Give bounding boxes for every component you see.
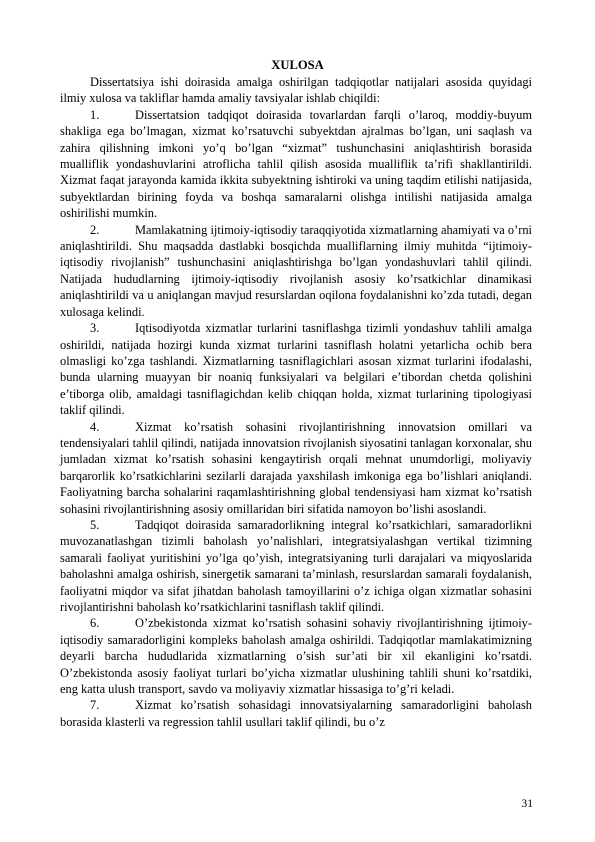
list-item bbox=[60, 107, 532, 222]
item-number: 6. bbox=[90, 616, 100, 631]
list-item bbox=[60, 419, 532, 517]
item-text: Mamlakatning ijtimoiy-iqtisodiy taraqqiyotida xizmatlarning ahamiyati va o’rni aniqlashtirildi. Shu maqsadda dastlabki bosqichda mualliflarning ilmiy muhitda “ijtimoiy-iqtisodiy rivojlanish” tushunchasini aniqlashtirishga bo’lgan yondashuvlari tahlil qilindi. Natijada hududlarning ijtimoiy-iqtisodiy rivojlanish asosiy ko’rsatkichlar dinamikasi aniqlashtirildi va u aniqlangan mavjud resurslardan oqilona foydalanishni ko’zda tutadi, degan xulosaga kelindi. bbox=[60, 222, 532, 319]
list-item bbox=[60, 517, 532, 615]
list-item bbox=[60, 697, 532, 730]
item-text: Iqtisodiyotda xizmatlar turlarini tasniflashga tizimli yondashuv tahlili amalga oshirildi, natijada hozirgi kunda xizmat turlarini tasniflash holatni yetarlicha ochib bera olmasligi ko’zga tashlandi. Xizmatlarning tasniflagichlari asosan xizmat turlarini ifodalashi, bunda ularning muayyan bir noaniq funksiyalari va belgilari e’tibordan chetda qolishini e’tiborga olib, amaldagi tasniflagichdan kelib chiqqan holda, xizmat turlarining tipologiyasi taklif qilindi. bbox=[60, 321, 532, 418]
list-item bbox=[60, 320, 532, 418]
item-number: 3. bbox=[90, 321, 100, 336]
list-item bbox=[60, 222, 532, 320]
item-number: 1. bbox=[90, 107, 100, 122]
item-number: 2. bbox=[90, 222, 100, 237]
item-text: Xizmat ko’rsatish sohasidagi innovatsiyalarning samaradorligini baholash borasida klasterli va regression tahlil usullari taklif qilindi, bu o’z bbox=[60, 698, 532, 729]
list-item bbox=[60, 615, 532, 697]
item-text: Dissertatsion tadqiqot doirasida tovarlardan farqli o’laroq, moddiy-buyum shakliga ega bo’lmagan, xizmat ko’rsatuvchi subyektdan ajralmas bo’lgan, uni saqlash va zahira qilishning imkoni yo’q bo’lgan “xizmat” tushunchasini aniqlashtirish borasida mualliflik yondashuvlarini atroflicha tahlil qilish asosida mualliflik ta’rifi shakllantirildi. Xizmat faqat jarayonda kamida ikkita subyektning ishtiroki va uning taqdim etilishi natijasida, subyektlardan birining foyda va boshqa samaralarni olishga intilishi natijasida amalga oshirilishi mumkin. bbox=[60, 107, 532, 221]
intro-paragraph: Dissertatsiya ishi doirasida amalga oshirilgan tadqiqotlar natijalari asosida quyidagi ilmiy xulosa va takliflar hamda amaliy tavsiyalar ishlab chiqildi: bbox=[60, 75, 532, 106]
item-text: O’zbekistonda xizmat ko’rsatish sohasini sohaviy rivojlantirishning ijtimoiy-iqtisodiy samaradorligini kompleks baholash amalga oshirildi. Tadqiqotlar mamlakatimizning deyarli barcha hududlarida xizmatlarning o’sish sur’ati bir xil ekanligini ko’rsatdi. O’zbekistonda asosiy faoliyat turlari bo’yicha xizmatlar ulushining tahlili shuni ko’rsatdiki, eng katta ulush transport, savdo va moliyaviy xizmatlar hissasiga to’g’ri keladi. bbox=[60, 616, 532, 697]
item-number: 4. bbox=[90, 419, 100, 434]
item-text: Xizmat ko’rsatish sohasini rivojlantirishning innovatsion omillari va tendensiyalari tahlil qilindi, natijada innovatsion rivojlanish siyosatini tanlagan korxonalar, shu jumladan xizmat ko’rsatish sohasini kengaytirish orqali mehnat unumdorligi, moliyaviy barqarorlik ko’rsatkichlarini sezilarli darajada yaxshilash imkoniga ega bo’lishlari aniqlandi. Faoliyatning barcha sohalarini raqamlashtirishning global tendensiyasi ham xizmat ko’rsatish sohasini rivojlantirishning asosiy omillaridan biri sifatida namoyon bo’lishi asoslandi. bbox=[60, 419, 532, 516]
item-text: Tadqiqot doirasida samaradorlikning integral ko’rsatkichlari, samaradorlikni muvozanatlashgan tizimli baholash yo’nalishlari, integratsiyalashgan vertikal tizimning samarali faoliyat yuritishini yo’lga qo’yish, integratsiyaning turli darajalari va miqyoslarida baholashni amalga oshirish, sinergetik samarani ta’minlash, resurslardan samarali foydalanish, faoliyatni miqdor va sifat jihatdan baholash tamoyillarini o’z ichiga olgan xizmatlar sohasini rivojlantirishni baholash ko’rsatkichlarini tasniflash taklif qilindi. bbox=[60, 517, 532, 614]
page-number: 31 bbox=[521, 797, 533, 810]
item-number: 7. bbox=[90, 698, 100, 713]
document-body bbox=[60, 74, 532, 730]
page-title: XULOSA bbox=[271, 58, 324, 72]
item-number: 5. bbox=[90, 517, 100, 532]
